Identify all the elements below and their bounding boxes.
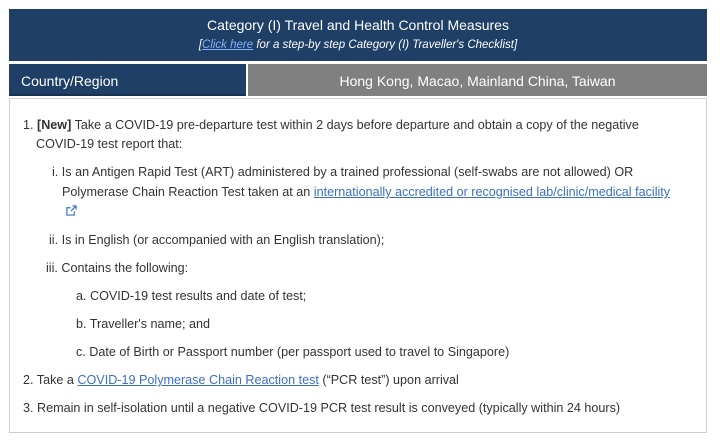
sub-sub-item-c-text: Date of Birth or Passport number (per passport used to travel to Singapore) (89, 345, 510, 359)
sub-item-ii (49, 232, 384, 248)
sub-item-iii-text: Contains the following: (61, 261, 189, 275)
checklist-link[interactable]: Click here (202, 39, 254, 51)
list-item-2-text-post: (“PCR test”) upon arrival (318, 373, 459, 387)
list-item-3-text: Remain in self-isolation until a negative COVID-19 PCR test result is conveyed (typically within 24 hours) (37, 401, 621, 415)
list-item-3-number: 3. (23, 401, 34, 415)
sub-sub-item-b-text: Traveller's name; and (89, 317, 211, 331)
sub-sub-item-a-number: a. (76, 289, 87, 303)
list-item-2-text-pre: Take a (36, 373, 78, 387)
list-item-2 (23, 372, 459, 388)
new-tag: [New] (37, 118, 72, 132)
sub-sub-item-a-text: COVID-19 test results and date of test; (90, 289, 307, 303)
sub-sub-item-c-number: c. (76, 345, 86, 359)
sub-item-i-line-1 (52, 164, 633, 180)
sub-item-ii-number: ii. (49, 233, 59, 247)
header-banner (9, 9, 707, 61)
list-item-1-text: Take a COVID-19 pre-departure test within 2 days before departure and obtain a copy of the negative (71, 118, 639, 132)
sub-item-i-text: Is an Antigen Rapid Test (ART) administered by a trained professional (self-swabs are not allowed) OR (61, 165, 634, 179)
sub-sub-item-c (76, 344, 509, 360)
header-title: Category (I) Travel and Health Control Measures (207, 17, 509, 33)
header-subtitle-rest: for a step-by step Category (I) Traveller's Checklist] (253, 39, 518, 51)
accredited-facility-link[interactable]: internationally accredited or recognised lab/clinic/medical facility (313, 185, 671, 199)
sub-sub-item-a (76, 288, 306, 304)
country-region-value: Hong Kong, Macao, Mainland China, Taiwan (248, 64, 707, 96)
sub-item-ii-text: Is in English (or accompanied with an English translation); (61, 233, 385, 247)
sub-item-iii (46, 260, 188, 276)
sub-sub-item-b-number: b. (76, 317, 87, 331)
bracket-open: [ (198, 39, 203, 51)
list-item-1-line-1 (23, 117, 639, 133)
country-region-label: Country/Region (9, 64, 246, 96)
list-item-3 (23, 400, 620, 416)
list-item-2-number: 2. (23, 373, 34, 387)
pcr-test-link[interactable]: COVID-19 Polymerase Chain Reaction test (77, 373, 319, 387)
list-item-1-number: 1. (23, 118, 34, 132)
sub-item-iii-number: iii. (46, 261, 58, 275)
sub-item-i-text-2: Polymerase Chain Reaction Test taken at an (62, 185, 314, 199)
header-subtitle (9, 39, 707, 51)
sub-item-i-line-2 (62, 184, 670, 200)
external-link-icon[interactable] (66, 205, 77, 216)
list-item-1-line-2: COVID-19 test report that: (36, 137, 183, 151)
sub-sub-item-b (76, 316, 210, 332)
sub-item-i-number: i. (52, 165, 59, 179)
